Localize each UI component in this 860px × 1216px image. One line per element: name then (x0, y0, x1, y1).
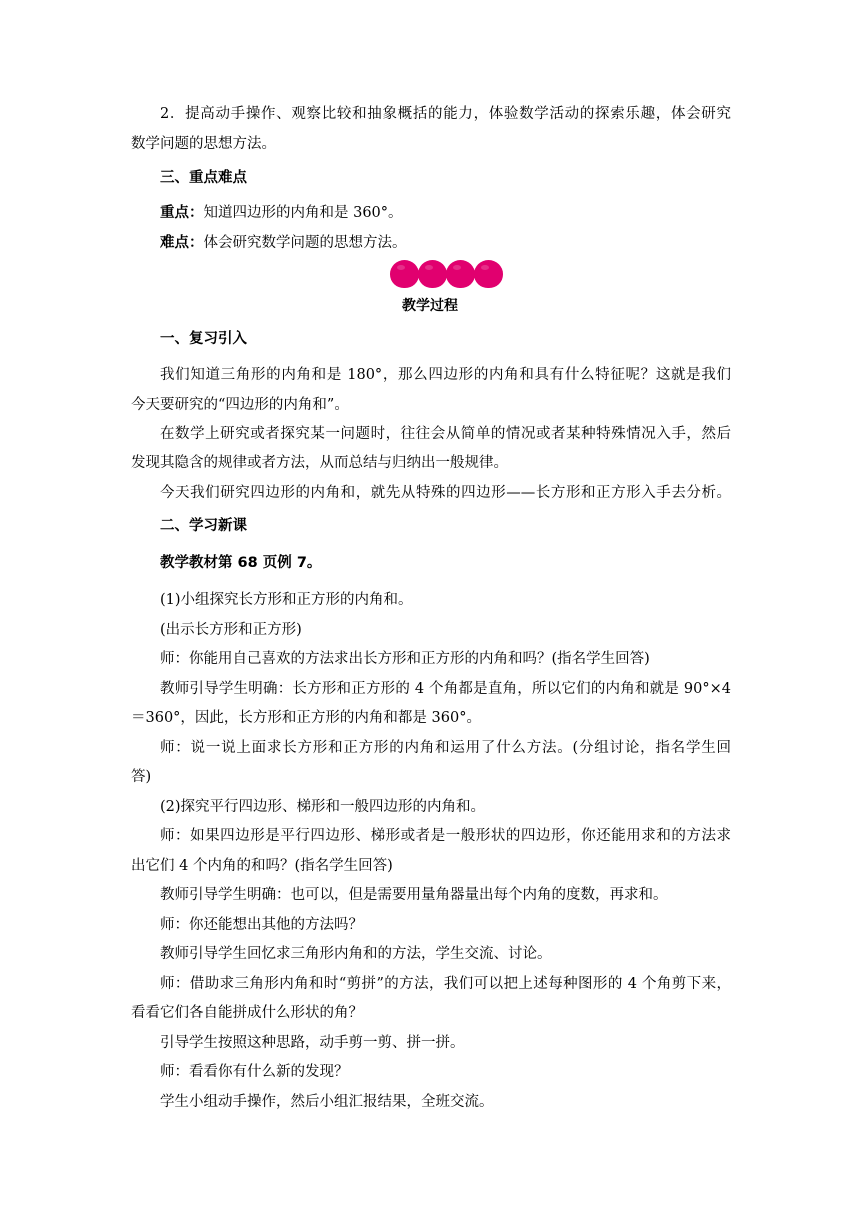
circle-icon (446, 260, 475, 288)
paragraph-line: 教师引导学生明确：长方形和正方形的 4 个角都是直角，所以它们的内角和就是 90°×4 (160, 681, 731, 697)
paragraph-line: 我们知道三角形的内角和是 180°，那么四边形的内角和具有什么特征呢？这就是我们 (160, 367, 731, 383)
paragraph-line: 师：你能用自己喜欢的方法求出长方形和正方形的内角和吗？(指名学生回答) (160, 651, 650, 667)
key-point-text: 知道四边形的内角和是 360°。 (203, 205, 403, 221)
paragraph-line: 教师引导学生回忆求三角形内角和的方法，学生交流、讨论。 (160, 946, 552, 962)
paragraph-line: ＝360°，因此，长方形和正方形的内角和都是 360°。 (131, 710, 481, 726)
circle-icon (474, 260, 503, 288)
paragraph-line: 出它们 4 个内角的和吗？(指名学生回答) (131, 858, 393, 874)
circle-icon (390, 260, 419, 288)
paragraph-line: 师：说一说上面求长方形和正方形的内角和运用了什么方法。(分组讨论，指名学生回 (160, 740, 731, 756)
heading-new-lesson: 二、学习新课 (160, 518, 247, 534)
paragraph-line: 师：你还能想出其他的方法吗？ (160, 917, 363, 933)
paragraph-line: 答) (131, 769, 152, 785)
paragraph-line: 学生小组动手操作，然后小组汇报结果，全班交流。 (160, 1094, 494, 1110)
paragraph-line: 今天我们研究四边形的内角和，就先从特殊的四边形——长方形和正方形入手去分析。 (160, 485, 731, 501)
circle-icon (418, 260, 447, 288)
paragraph-line: 师：如果四边形是平行四边形、梯形或者是一般形状的四边形，你还能用求和的方法求 (160, 828, 731, 844)
paragraph-line: 今天要研究的“四边形的内角和”。 (131, 397, 349, 413)
difficult-point-label: 难点： (160, 235, 204, 251)
textbook-example: 教学教材第 68 页例 7。 (160, 555, 322, 571)
paragraph-line: 师：借助求三角形内角和时“剪拼”的方法，我们可以把上述每种图形的 4 个角剪下来， (160, 976, 731, 992)
paragraph-line: 发现其隐含的规律或者方法，从而总结与归纳出一般规律。 (131, 455, 508, 471)
paragraph-line: (2)探究平行四边形、梯形和一般四边形的内角和。 (160, 799, 486, 815)
paragraph-line: 看看它们各自能拼成什么形状的角？ (131, 1005, 363, 1021)
heading-key-points: 三、重点难点 (160, 170, 247, 186)
paragraph-line: 在数学上研究或者探究某一问题时，往往会从简单的情况或者某种特殊情况入手，然后 (160, 426, 731, 442)
difficult-point (160, 233, 731, 253)
heading-review: 一、复习引入 (160, 331, 247, 347)
paragraph-line: 数学问题的思想方法。 (131, 136, 276, 152)
paragraph-line: 师：看看你有什么新的发现？ (160, 1064, 349, 1080)
paragraph-line: 引导学生按照这种思路，动手剪一剪、拼一拼。 (160, 1035, 465, 1051)
paragraph-line: 教师引导学生明确：也可以，但是需要用量角器量出每个内角的度数，再求和。 (160, 887, 668, 903)
difficult-point-text: 体会研究数学问题的思想方法。 (203, 235, 407, 251)
key-point-label: 重点： (160, 205, 204, 221)
section-title: 教学过程 (402, 298, 458, 314)
paragraph-line: (出示长方形和正方形) (160, 622, 302, 638)
key-point (160, 203, 731, 223)
paragraph-line: 2．提高动手操作、观察比较和抽象概括的能力，体验数学活动的探索乐趣，体会研究 (160, 106, 731, 122)
decorative-circles-icon (390, 260, 502, 290)
paragraph-line: (1)小组探究长方形和正方形的内角和。 (160, 592, 413, 608)
